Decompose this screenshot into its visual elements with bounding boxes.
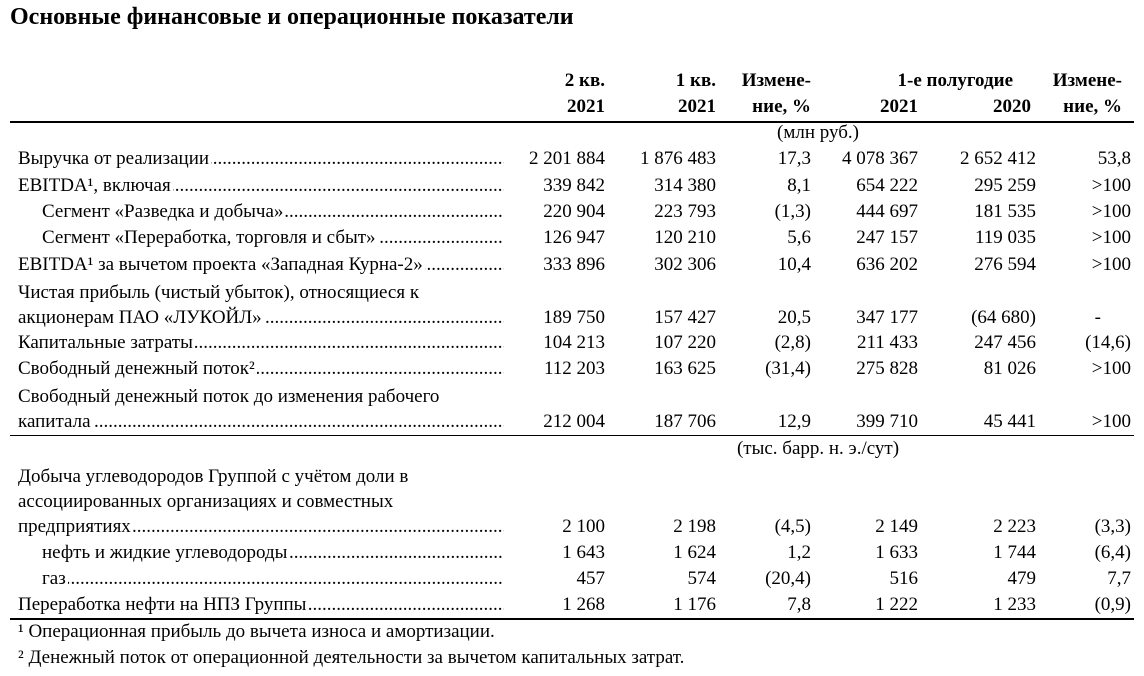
header-rule	[10, 121, 1134, 123]
header-q1-2021	[676, 68, 716, 120]
row-label: нефть и жидкие углеводороды	[42, 542, 288, 563]
cell-q1: 1 624	[673, 542, 716, 563]
row-label-line1: Свободный денежный поток до изменения рабочего	[18, 386, 440, 407]
row-label: акционерам ПАО «ЛУКОЙЛ»	[18, 307, 262, 328]
footnote-1: ¹ Операционная прибыль до вычета износа и амортизации.	[18, 621, 495, 642]
cell-chg-q: 20,5	[777, 307, 811, 328]
row-label: EBITDA¹, включая	[18, 175, 171, 196]
section-rule	[10, 435, 1134, 436]
cell-chg-h: 53,8	[1097, 148, 1131, 169]
header-h1-2021: 2021	[880, 96, 918, 117]
row-label: газ	[42, 568, 66, 589]
cell-chg-h: >100	[1091, 254, 1131, 275]
cell-chg-q: (4,5)	[774, 516, 811, 537]
table-bottom-rule	[10, 618, 1134, 620]
cell-h1-2021: 399 710	[856, 411, 918, 432]
header-q1-line2: 2021	[678, 96, 716, 117]
cell-h1-2021: 4 078 367	[842, 148, 918, 169]
table-row	[0, 566, 1144, 592]
header-change-half	[1053, 68, 1122, 120]
cell-h1-2021: 347 177	[856, 307, 918, 328]
row-label-line2: ассоциированных организациях и совместных	[18, 491, 394, 512]
page-title: Основные финансовые и операционные показатели	[10, 4, 574, 30]
header-q2-line1: 2 кв.	[564, 70, 605, 91]
cell-q1: 107 220	[654, 332, 716, 353]
row-label: EBITDA¹ за вычетом проекта «Западная Курна-2»	[18, 254, 423, 275]
cell-h1-2020: 2 652 412	[960, 148, 1036, 169]
table-row	[0, 356, 1144, 382]
table-row	[0, 146, 1144, 172]
row-label: Сегмент «Разведка и добыча»	[42, 201, 284, 222]
table-row	[0, 514, 1144, 540]
header-q1-line1: 1 кв.	[675, 70, 716, 91]
cell-h1-2020: 247 456	[974, 332, 1036, 353]
cell-chg-q: (1,3)	[774, 201, 811, 222]
table-row	[0, 225, 1144, 251]
cell-h1-2021: 654 222	[856, 175, 918, 196]
cell-q1: 120 210	[654, 227, 716, 248]
row-label-line1: Чистая прибыль (чистый убыток), относящиеся к	[18, 282, 420, 303]
table-row	[0, 409, 1144, 435]
cell-q1: 574	[687, 568, 716, 589]
cell-q1: 314 380	[654, 175, 716, 196]
cell-q2: 212 004	[543, 411, 605, 432]
cell-h1-2021: 516	[889, 568, 918, 589]
cell-h1-2020: 45 441	[983, 411, 1036, 432]
header-h1-2020: 2020	[993, 96, 1031, 117]
table-row	[0, 305, 1144, 331]
table-row	[0, 199, 1144, 225]
table-row	[0, 330, 1144, 356]
cell-h1-2021: 1 633	[875, 542, 918, 563]
cell-q1: 163 625	[654, 358, 716, 379]
cell-chg-h: >100	[1091, 175, 1131, 196]
cell-q2: 1 268	[562, 594, 605, 615]
table-row	[0, 592, 1144, 618]
row-label: Капитальные затраты	[18, 332, 193, 353]
row-label: Выручка от реализации	[18, 148, 210, 169]
header-q2-line2: 2021	[567, 96, 605, 117]
units-operational: (тыс. барр. н. э./сут)	[736, 438, 900, 459]
cell-chg-h: (3,3)	[1094, 516, 1131, 537]
table-row	[0, 540, 1144, 566]
cell-chg-q: 5,6	[787, 227, 811, 248]
cell-q1: 187 706	[654, 411, 716, 432]
cell-chg-q: (2,8)	[774, 332, 811, 353]
cell-q1: 2 198	[673, 516, 716, 537]
cell-chg-h: (6,4)	[1094, 542, 1131, 563]
cell-chg-h: (0,9)	[1094, 594, 1131, 615]
header-h1-group: 1-е полугодие	[897, 70, 1013, 91]
cell-h1-2020: 181 535	[974, 201, 1036, 222]
cell-h1-2020: 81 026	[983, 358, 1036, 379]
cell-chg-q: 1,2	[787, 542, 811, 563]
cell-h1-2021: 275 828	[856, 358, 918, 379]
cell-h1-2020: 1 744	[993, 542, 1036, 563]
cell-chg-q: 8,1	[787, 175, 811, 196]
cell-chg-h: -	[1094, 307, 1101, 328]
cell-chg-h: >100	[1091, 411, 1131, 432]
cell-q2: 2 100	[562, 516, 605, 537]
row-label: капитала	[18, 411, 91, 432]
cell-h1-2020: (64 680)	[971, 307, 1036, 328]
footnote-2: ² Денежный поток от операционной деятельности за вычетом капитальных затрат.	[18, 647, 685, 668]
cell-chg-q: 17,3	[777, 148, 811, 169]
cell-q2: 220 904	[543, 201, 605, 222]
cell-q2: 333 896	[543, 254, 605, 275]
cell-q2: 2 201 884	[529, 148, 605, 169]
row-label: Переработка нефти на НПЗ Группы	[18, 594, 307, 615]
cell-chg-q: (20,4)	[765, 568, 811, 589]
header-chg-h-line2: ние, %	[1063, 96, 1122, 117]
row-label: Свободный денежный поток²	[18, 358, 255, 379]
cell-q2: 1 643	[562, 542, 605, 563]
cell-q2: 126 947	[543, 227, 605, 248]
cell-chg-h: (14,6)	[1085, 332, 1131, 353]
cell-chg-q: 12,9	[777, 411, 811, 432]
cell-h1-2021: 2 149	[875, 516, 918, 537]
header-change-quarter	[742, 68, 811, 120]
cell-chg-h: 7,7	[1107, 568, 1131, 589]
cell-q2: 189 750	[543, 307, 605, 328]
header-chg-q-line1: Измене-	[741, 70, 811, 91]
cell-chg-q: (31,4)	[765, 358, 811, 379]
cell-chg-h: >100	[1091, 358, 1131, 379]
row-label: Сегмент «Переработка, торговля и сбыт»	[42, 227, 376, 248]
row-label-line1: Добыча углеводородов Группой с учётом доли в	[18, 466, 409, 487]
header-chg-h-line1: Измене-	[1052, 70, 1122, 91]
cell-q2: 104 213	[543, 332, 605, 353]
cell-h1-2020: 2 223	[993, 516, 1036, 537]
table-row	[0, 252, 1144, 278]
cell-q1: 223 793	[654, 201, 716, 222]
cell-h1-2021: 1 222	[875, 594, 918, 615]
header-chg-q-line2: ние, %	[752, 96, 811, 117]
header-q2-2021	[565, 68, 605, 120]
cell-q2: 339 842	[543, 175, 605, 196]
cell-h1-2020: 276 594	[974, 254, 1036, 275]
units-financial: (млн руб.)	[777, 122, 859, 143]
cell-h1-2020: 479	[1007, 568, 1036, 589]
cell-h1-2020: 119 035	[974, 227, 1036, 248]
cell-h1-2020: 295 259	[974, 175, 1036, 196]
cell-chg-q: 7,8	[787, 594, 811, 615]
cell-h1-2020: 1 233	[993, 594, 1036, 615]
cell-h1-2021: 636 202	[856, 254, 918, 275]
cell-q2: 457	[576, 568, 605, 589]
table-row	[0, 173, 1144, 199]
cell-h1-2021: 247 157	[856, 227, 918, 248]
cell-chg-h: >100	[1091, 227, 1131, 248]
cell-q1: 1 876 483	[640, 148, 716, 169]
cell-q2: 112 203	[543, 358, 605, 379]
cell-h1-2021: 444 697	[856, 201, 918, 222]
row-label: предприятиях	[18, 516, 131, 537]
cell-chg-h: >100	[1091, 201, 1131, 222]
cell-h1-2021: 211 433	[856, 332, 918, 353]
cell-q1: 1 176	[673, 594, 716, 615]
cell-q1: 157 427	[654, 307, 716, 328]
cell-q1: 302 306	[654, 254, 716, 275]
cell-chg-q: 10,4	[777, 254, 811, 275]
